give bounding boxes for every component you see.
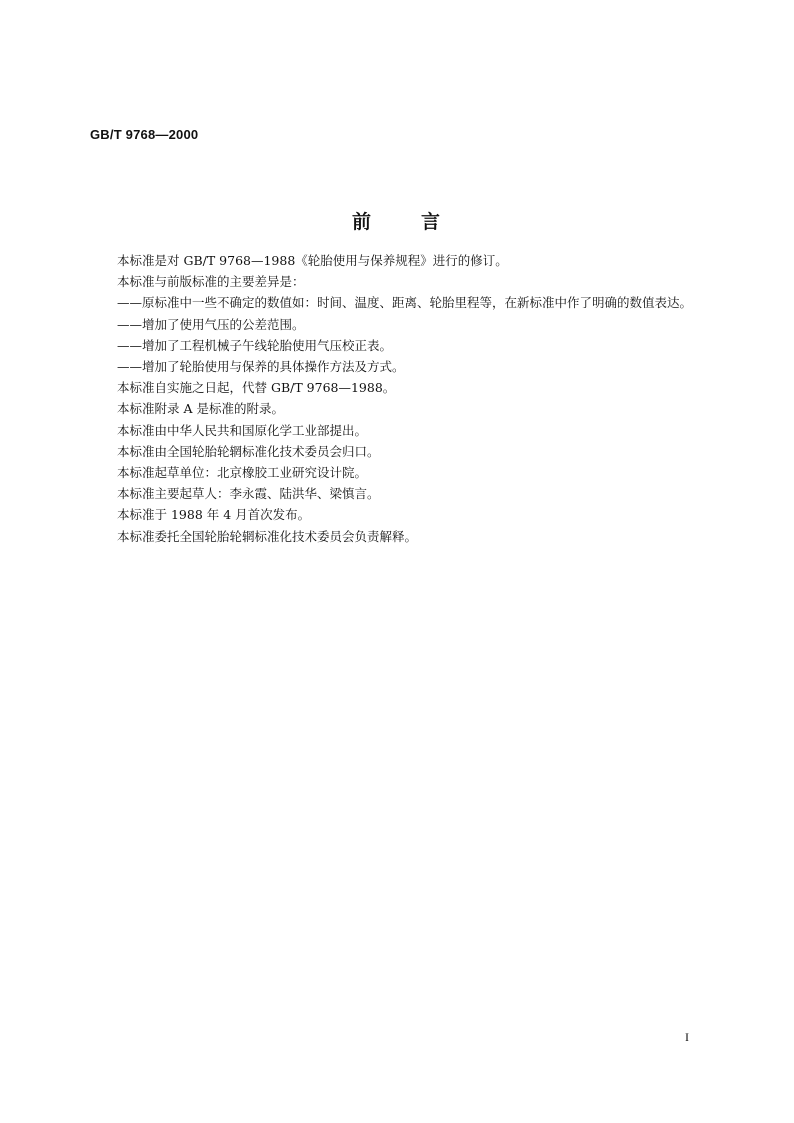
- paragraph: 本标准起草单位：北京橡胶工业研究设计院。: [117, 465, 368, 481]
- paragraph: 本标准是对 GB/T 9768—1988《轮胎使用与保养规程》进行的修订。: [117, 253, 508, 268]
- paragraph: 本标准与前版标准的主要差异是：: [117, 274, 305, 290]
- title-char-2: 言: [421, 211, 443, 233]
- paragraph: ——增加了工程机械子午线轮胎使用气压校正表。: [117, 337, 393, 353]
- paragraph: ——原标准中一些不确定的数值如：时间、温度、距离、轮胎里程等，在新标准中作了明确的数值表达。: [117, 295, 693, 311]
- foreword-body: [90, 250, 708, 547]
- paragraph: 本标准委托全国轮胎轮辋标准化技术委员会负责解释。: [117, 528, 418, 544]
- paragraph: 本标准由中华人民共和国原化学工业部提出。: [117, 422, 368, 438]
- title-char-1: 前: [351, 211, 373, 233]
- document-code: GB/T 9768—2000: [90, 127, 199, 142]
- paragraph: 本标准附录 A 是标准的附录。: [117, 401, 284, 417]
- paragraph: 本标准主要起草人：李永霞、陆洪华、梁慎言。: [117, 486, 380, 502]
- page-title: [0, 207, 794, 234]
- paragraph: 本标准自实施之日起，代替 GB/T 9768—1988。: [117, 380, 396, 396]
- paragraph: 本标准由全国轮胎轮辋标准化技术委员会归口。: [117, 443, 380, 459]
- page-number: I: [685, 1030, 689, 1044]
- paragraph: 本标准于 1988 年 4 月首次发布。: [117, 507, 311, 523]
- paragraph: ——增加了使用气压的公差范围。: [117, 316, 305, 332]
- paragraph: ——增加了轮胎使用与保养的具体操作方法及方式。: [117, 359, 405, 375]
